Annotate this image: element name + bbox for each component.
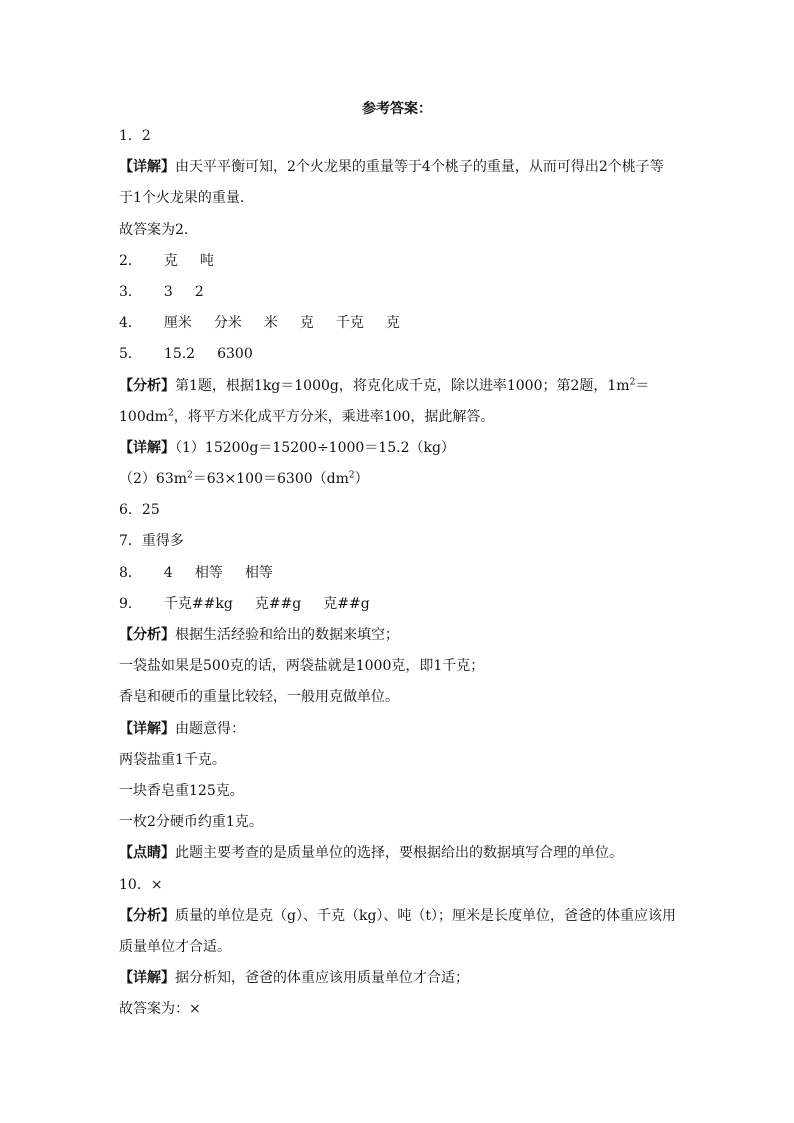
analysis-tag: 【分析】 [119, 377, 175, 394]
q5-analysis-text-2a: 100dm [119, 408, 168, 425]
q2-blank-2: 吨 [199, 252, 214, 269]
q8-blank-2: 相等 [194, 564, 223, 581]
q2-blank-1: 克 [163, 252, 178, 269]
detail-tag: 【详解】 [119, 159, 175, 176]
q9-detail-line-2: 两袋盐重1千克。 [119, 751, 226, 768]
superscript: 2 [348, 470, 355, 481]
q5-detail-line-2 [119, 464, 689, 495]
q2-number: 2． [119, 252, 142, 269]
q9-analysis-text-1: 根据生活经验和给出的数据来填空； [175, 627, 399, 643]
comment-tag: 【点睛】 [119, 845, 175, 862]
q9-analysis-line-1 [119, 620, 689, 651]
q9-detail-line-1 [119, 714, 689, 745]
q5-number: 5． [119, 346, 142, 363]
q4-blank-2: 分米 [213, 315, 242, 332]
q10-detail-line-1 [119, 963, 689, 994]
q4-blank-3: 米 [263, 315, 278, 332]
detail-tag: 【详解】 [119, 439, 175, 456]
page-title: 参考答案： [362, 101, 432, 117]
q4-blank-4: 克 [299, 315, 314, 332]
analysis-tag: 【分析】 [119, 627, 175, 643]
q6-answer: 6．25 [119, 502, 160, 519]
q8-blank-1: 4 [163, 564, 173, 581]
q1-detail-text-1: 由天平平衡可知，2个火龙果的重量等于4个桃子的重量，从而可得出2个桃子等 [175, 159, 664, 176]
q4-answer [119, 308, 689, 339]
q1-detail-line-2: 于1个火龙果的重量． [119, 190, 254, 207]
q5-analysis-text-1b: ＝ [635, 377, 650, 394]
q9-detail-line-3: 一块香皂重125克。 [119, 782, 244, 799]
analysis-tag: 【分析】 [119, 907, 175, 924]
q1-detail-line-1 [119, 152, 689, 183]
detail-tag: 【详解】 [119, 720, 175, 737]
q3-blank-2: 2 [194, 283, 204, 300]
answer-content [119, 121, 689, 1025]
q5-analysis-text-2b: ，将平方米化成平方分米，乘进率100，据此解答。 [173, 408, 495, 425]
q5-blank-1: 15.2 [163, 346, 196, 363]
superscript: 2 [167, 408, 174, 419]
detail-tag: 【详解】 [119, 970, 175, 987]
q4-blank-1: 厘米 [163, 315, 192, 332]
q1-conclusion: 故答案为2． [119, 221, 198, 238]
q3-blank-1: 3 [163, 283, 173, 300]
q5-answer [119, 339, 689, 370]
q2-answer [119, 246, 689, 277]
q10-answer: 10．× [119, 876, 163, 893]
q8-blank-3: 相等 [244, 564, 273, 581]
q9-analysis-line-3: 香皂和硬币的重量比较轻，一般用克做单位。 [119, 689, 399, 706]
q9-detail-text-1: 由题意得： [175, 720, 245, 737]
q1-answer: 1．2 [119, 128, 151, 144]
q4-number: 4． [119, 315, 142, 332]
superscript: 2 [629, 376, 636, 387]
superscript: 2 [187, 470, 193, 481]
q5-analysis-text-1a: 第1题，根据1kg＝1000g，将克化成千克，除以进率1000；第2题，1m [175, 377, 630, 394]
q9-number: 9． [119, 595, 142, 612]
q10-analysis-line-2: 质量单位才合适。 [119, 938, 231, 955]
q5-analysis-line-1 [119, 371, 689, 402]
q10-detail-text-1: 据分析知，爸爸的体重应该用质量单位才合适； [175, 970, 469, 987]
q8-answer [119, 558, 689, 589]
q7-answer: 7．重得多 [119, 533, 184, 550]
q9-detail-line-4: 一枚2分硬币约重1克。 [119, 814, 263, 831]
q5-blank-2: 6300 [217, 346, 253, 363]
q9-analysis-line-2: 一袋盐如果是500克的话，两袋盐就是1000克，即1千克； [119, 658, 485, 675]
q5-analysis-line-2 [119, 402, 689, 433]
q4-blank-6: 克 [385, 315, 400, 332]
q4-blank-5: 千克 [335, 315, 364, 332]
q5-detail-text-2a: （2）63m [119, 471, 187, 488]
q10-analysis-line-1 [119, 901, 689, 932]
q9-blank-1: 千克##kg [163, 595, 233, 612]
q5-detail-text-2b: ＝63×100＝6300（dm [192, 471, 349, 488]
q3-answer [119, 277, 689, 308]
q9-comment-line [119, 838, 689, 869]
q9-answer [119, 589, 689, 620]
q5-detail-text-1: （1）15200g＝15200÷1000＝15.2（kg） [175, 439, 455, 456]
q5-detail-line-1 [119, 433, 689, 464]
q9-comment-text: 此题主要考查的是质量单位的选择，要根据给出的数据填写合理的单位。 [175, 845, 623, 862]
q3-number: 3． [119, 283, 142, 300]
q9-blank-3: 克##g [323, 595, 370, 612]
q10-analysis-text-1: 质量的单位是克（g）、千克（kg）、吨（t）；厘米是长度单位，爸爸的体重应该用 [175, 907, 677, 924]
q10-conclusion: 故答案为：× [119, 1001, 201, 1018]
q5-detail-text-2c: ） [354, 471, 369, 488]
q9-blank-2: 克##g [254, 595, 302, 612]
q8-number: 8． [119, 564, 142, 581]
